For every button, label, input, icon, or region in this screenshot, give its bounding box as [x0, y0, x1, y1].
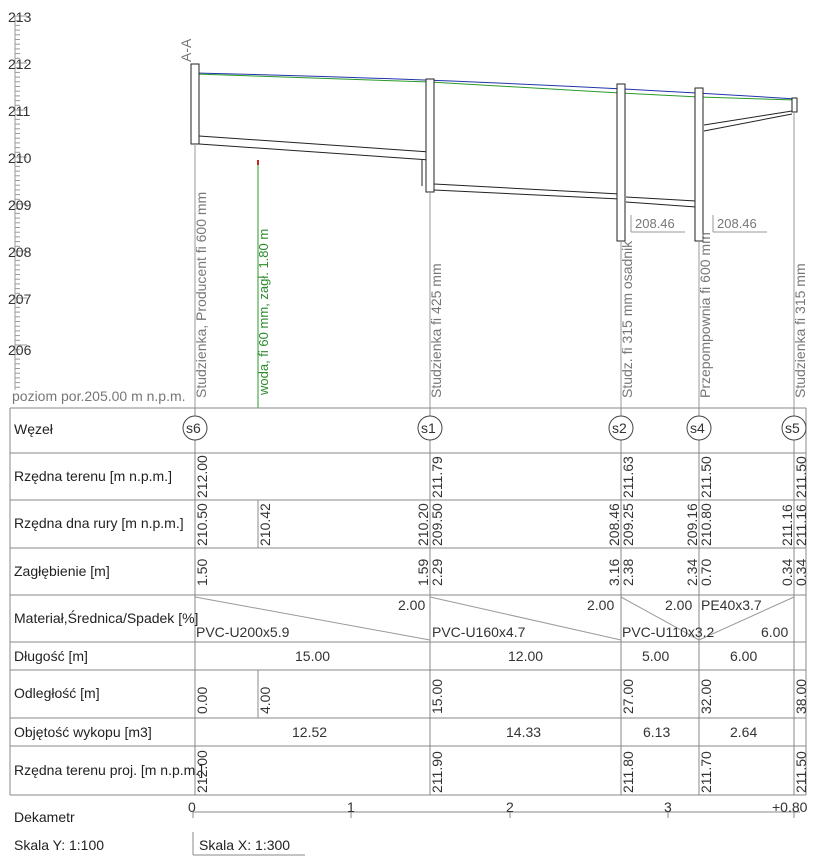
manhole-s1: [426, 79, 434, 192]
dekametr-end: +0.80: [772, 799, 808, 815]
svg-text:s2: s2: [612, 420, 627, 436]
rzedna-terenu-s6: 212.00: [194, 455, 210, 498]
length-seg-1: 15.00: [295, 648, 331, 664]
odleglosc-s2: 27.00: [620, 678, 636, 714]
odleglosc-s1: 15.00: [429, 678, 445, 714]
dekametr-2: 2: [506, 799, 514, 815]
rzedna-proj-s4: 211.70: [698, 751, 714, 793]
rzedna-dna-s1-out: 209.50: [429, 503, 445, 546]
row-label-zaglebienie: Zagłębienie [m]: [14, 563, 110, 579]
svg-text:s5: s5: [785, 420, 800, 436]
y-tick-210: 210: [8, 150, 32, 166]
length-seg-4: 6.00: [730, 648, 758, 664]
svg-text:s1: s1: [421, 420, 436, 436]
length-seg-2: 12.00: [508, 648, 544, 664]
odleglosc-branch: 4.00: [257, 686, 273, 714]
dekametr-1: 1: [347, 799, 355, 815]
profile-table: [10, 408, 809, 825]
rzedna-proj-s2: 211.80: [620, 751, 636, 793]
row-label-dlugosc: Długość [m]: [14, 648, 88, 664]
dekametr-3: 3: [664, 799, 672, 815]
length-seg-3: 5.00: [642, 648, 670, 664]
rzedna-dna-s4-out: 210.80: [698, 503, 714, 546]
profile-graphic: [178, 38, 808, 408]
structure-label-s5: Studzienka fi 315 mm: [792, 263, 808, 398]
rzedna-terenu-s5: 211.50: [793, 456, 809, 498]
zaglebienie-s4-in: 2.34: [684, 558, 700, 586]
zaglebienie-s2-out: 2.38: [620, 558, 636, 586]
row-label-odleglosc: Odległość [m]: [14, 685, 100, 701]
rzedna-dna-s6: 210.50: [194, 503, 210, 546]
volume-seg-1: 12.52: [292, 724, 328, 740]
terrain-line-green: [195, 74, 796, 100]
volume-seg-2: 14.33: [506, 724, 542, 740]
datum-label: poziom por.205.00 m n.p.m.: [12, 388, 186, 404]
y-tick-213: 213: [8, 9, 32, 25]
material-seg-3: PVC-U110x3.2: [622, 624, 715, 640]
slope-seg-3: 2.00: [665, 597, 693, 613]
y-tick-209: 209: [8, 197, 32, 213]
rzedna-dna-s2-out: 209.25: [620, 503, 636, 546]
slope-seg-2: 2.00: [587, 597, 615, 613]
scale-x-label: Skala X: 1:300: [199, 837, 291, 853]
y-tick-212: 212: [8, 56, 32, 72]
dekametr-0: 0: [188, 799, 196, 815]
zaglebienie-s5-in: 0.34: [779, 558, 795, 586]
odleglosc-s5: 38.00: [793, 678, 809, 714]
rzedna-terenu-s4: 211.50: [698, 456, 714, 498]
rzedna-dna-s5-out: 211.16: [793, 504, 809, 546]
zaglebienie-s6: 1.50: [194, 558, 210, 586]
odleglosc-s6: 0.00: [194, 686, 210, 714]
zaglebienie-s2-in: 3.16: [606, 558, 622, 586]
row-label-dekametr: Dekametr: [14, 809, 75, 825]
node-s6[interactable]: [183, 416, 207, 440]
y-tick-207: 207: [8, 291, 32, 307]
row-label-rzedna-terenu: Rzędna terenu [m n.p.m.]: [14, 468, 172, 484]
row-label-objetosc: Objętość wykopu [m3]: [14, 724, 152, 740]
row-label-material: Materiał,Średnica/Spadek [%]: [14, 610, 199, 626]
rzedna-proj-s5: 211.50: [793, 751, 809, 793]
structure-label-s6: Studzienka, Producent fi 600 mm: [193, 191, 209, 398]
annotation-208-46-s2: 208.46: [635, 216, 675, 231]
volume-seg-3: 6.13: [643, 724, 671, 740]
section-label: A-A: [178, 38, 194, 62]
manhole-s4: [695, 88, 703, 241]
node-s1[interactable]: [418, 416, 442, 440]
zaglebienie-s1-in: 1.59: [415, 558, 431, 586]
manhole-s6: [191, 64, 199, 144]
manhole-s5: [792, 98, 797, 112]
slope-seg-1: 2.00: [398, 597, 426, 613]
elevation-axis: [8, 9, 32, 390]
manhole-s2: [617, 84, 625, 241]
scale-y-label: Skala Y: 1:100: [14, 837, 105, 853]
y-tick-206: 206: [8, 342, 32, 358]
rzedna-dna-s2-in: 208.46: [606, 503, 622, 546]
rzedna-proj-s6: 212.00: [194, 750, 210, 793]
material-seg-1: PVC-U200x5.9: [196, 624, 290, 640]
volume-seg-4: 2.64: [730, 724, 758, 740]
slope-seg-4: 6.00: [761, 624, 789, 640]
rzedna-terenu-s2: 211.63: [620, 456, 636, 498]
rzedna-dna-s1-in: 210.20: [415, 503, 431, 546]
svg-text:s4: s4: [690, 420, 705, 436]
rzedna-terenu-s1: 211.79: [429, 456, 445, 498]
water-branch-label: woda, fi 60 mm, zagł. 1.80 m: [256, 228, 271, 395]
row-label-rzedna-proj: Rzędna terenu proj. [m n.p.m.]: [14, 762, 204, 778]
zaglebienie-s1-out: 2.29: [429, 558, 445, 586]
row-label-wezel: Węzeł: [14, 421, 53, 437]
row-label-rzedna-dna: Rzędna dna rury [m n.p.m.]: [14, 515, 184, 531]
odleglosc-s4: 32.00: [698, 678, 714, 714]
rzedna-dna-s4-in: 209.16: [684, 503, 700, 546]
structure-label-s2: Studz. fi 315 mm osadnik: [619, 240, 635, 398]
structure-label-s1: Studzienka fi 425 mm: [428, 263, 444, 398]
svg-text:s6: s6: [186, 420, 201, 436]
zaglebienie-s5-out: 0.34: [793, 558, 809, 586]
rzedna-dna-s5-in: 211.16: [779, 504, 795, 546]
node-s2[interactable]: [609, 416, 633, 440]
y-tick-211: 211: [8, 103, 31, 119]
rzedna-proj-s1: 211.90: [429, 751, 445, 793]
node-s5[interactable]: [782, 416, 806, 440]
annotation-208-46-s4: 208.46: [717, 216, 757, 231]
structure-label-s4: Przepompownia fi 600 mm: [697, 232, 713, 398]
zaglebienie-s4-out: 0.70: [698, 558, 714, 586]
material-seg-2: PVC-U160x4.7: [432, 624, 526, 640]
material-seg-4: PE40x3.7: [701, 597, 762, 613]
dekametr-scale: [188, 799, 808, 818]
node-s4[interactable]: [687, 416, 711, 440]
y-tick-208: 208: [8, 244, 32, 260]
rzedna-dna-branch: 210.42: [257, 503, 273, 546]
